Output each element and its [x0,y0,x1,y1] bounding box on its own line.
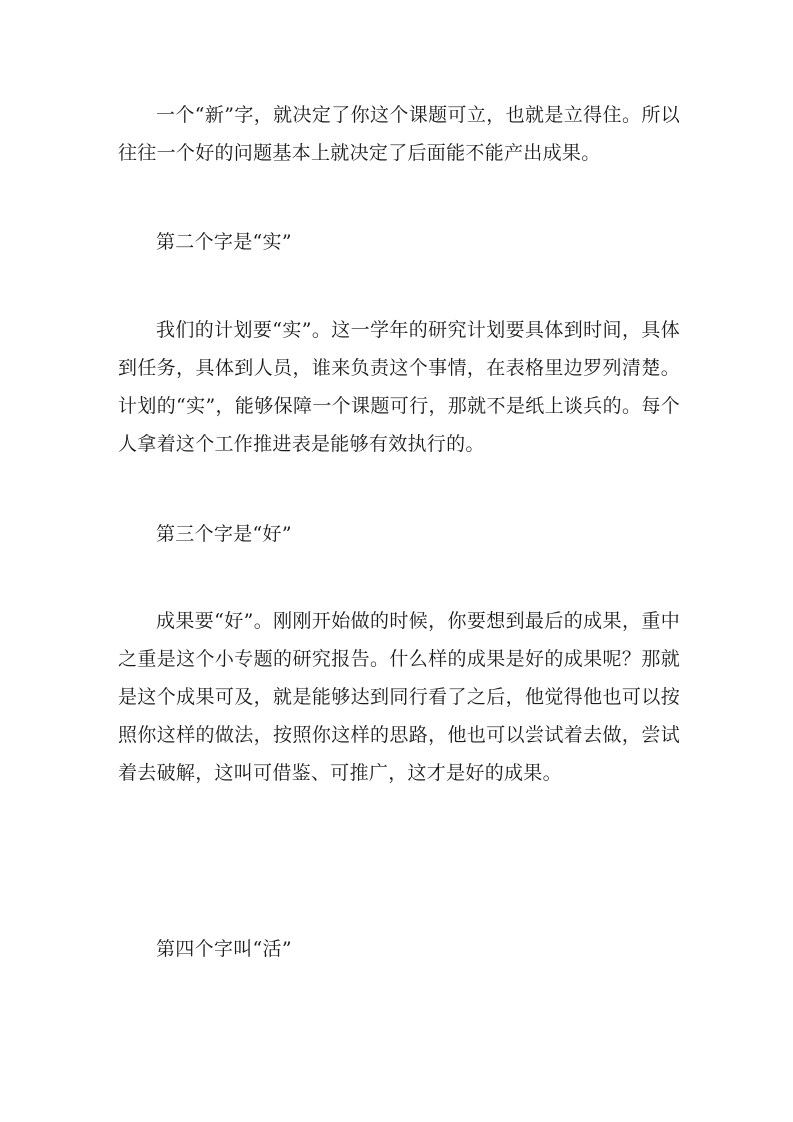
heading-fourth-word-huo: 第四个字叫“活” [156,938,292,960]
paragraph-hao: 成果要“好”。刚刚开始做的时候，你要想到最后的成果，重中之重是这个小专题的研究报告。什么样的成果是好的成果呢？那就是这个成果可及，就是能够达到同行看了之后，他觉得他也可以按照你这样的做法，按照你这样的思路，他也可以尝试着去做，尝试着去破解，这叫可借鉴、可推广，这才是好的成果。 [118,610,680,784]
heading-third-word-hao: 第三个字是“好” [156,523,292,545]
paragraph-xin: 一个“新”字，就决定了你这个课题可立，也就是立得住。所以往往一个好的问题基本上就决定了后面能不能产出成果。 [118,104,680,164]
heading-second-word-shi: 第二个字是“实” [156,231,292,253]
paragraph-shi: 我们的计划要“实”。这一学年的研究计划要具体到时间，具体到任务，具体到人员，谁来负责这个事情，在表格里边罗列清楚。计划的“实”，能够保障一个课题可行，那就不是纸上谈兵的。每个人拿着这个工作推进表是能够有效执行的。 [118,319,680,455]
